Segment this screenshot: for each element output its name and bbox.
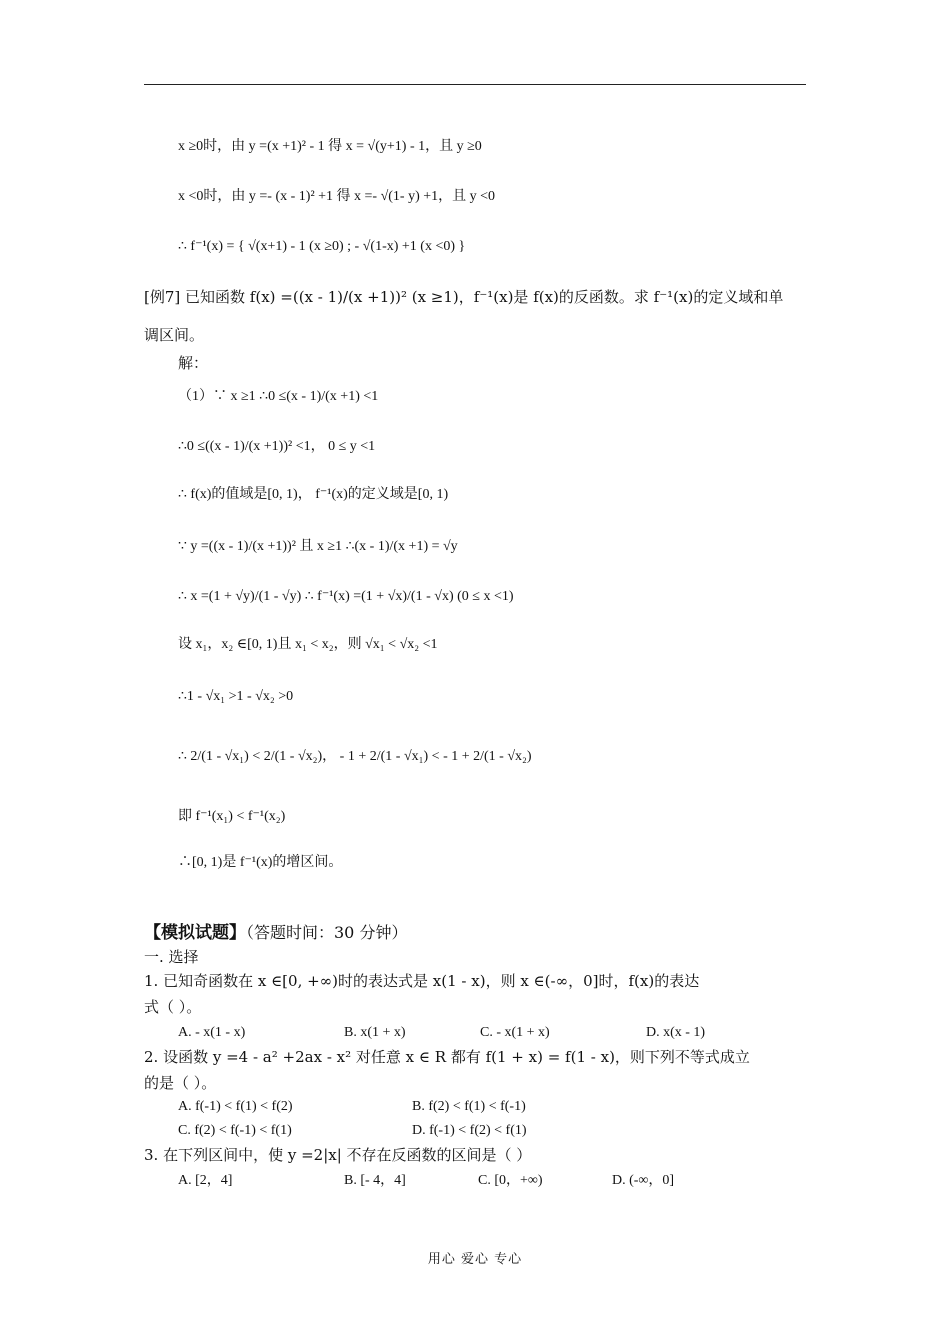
part-label: 一. 选择 xyxy=(144,948,199,966)
question-3-option-c: C. [0，+∞) xyxy=(478,1173,543,1188)
question-3-stem: 3. 在下列区间中，使 y =2|x| 不存在反函数的区间是（ ） xyxy=(144,1146,532,1164)
solution-label: 解： xyxy=(178,354,209,372)
question-1-stem-cont: 式（ ）。 xyxy=(144,998,202,1016)
section-title: 【模拟试题】 xyxy=(144,923,246,943)
question-1-option-c: C. - x(1 + x) xyxy=(480,1025,550,1040)
question-1-options xyxy=(178,1022,705,1044)
question-1-option-d: D. x(x - 1) xyxy=(646,1025,706,1040)
derivation-line-1: x ≥0时，由 y =(x +1)² - 1 得 x = √(y+1) - 1，且 y ≥0 xyxy=(178,139,482,154)
question-3-options xyxy=(178,1170,674,1192)
solution-step-6: 设 x₁，x₂ ∈[0, 1)且 x₁ < x₂，则 √x₁ < √x₂ <1 xyxy=(178,637,438,652)
question-2-options-row-2 xyxy=(178,1120,527,1142)
question-2-stem-cont: 的是（ ）。 xyxy=(144,1074,217,1092)
solution-step-8: ∴ 2/(1 - √x₁) < 2/(1 - √x₂)， - 1 + 2/(1 - √x₁) < - 1 + 2/(1 - √x₂) xyxy=(178,749,532,764)
solution-step-1: （1）∵ x ≥1 ∴0 ≤(x - 1)/(x +1) <1 xyxy=(178,389,379,404)
example-7-stem: [例7] 已知函数 f(x) =((x - 1)/(x +1))² (x ≥1)，f⁻¹(x)是 f(x)的反函数。求 f⁻¹(x)的定义域和单 xyxy=(144,288,784,306)
question-2-option-d: D. f(-1) < f(2) < f(1) xyxy=(412,1123,527,1138)
solution-step-5: ∴ x =(1 + √y)/(1 - √y) ∴ f⁻¹(x) =(1 + √x)/(1 - √x) (0 ≤ x <1) xyxy=(178,589,514,604)
question-3-option-b: B. [- 4，4] xyxy=(344,1173,406,1188)
question-2-stem: 2. 设函数 y =4 - a² +2ax - x² 对任意 x ∈ R 都有 f(1 + x) = f(1 - x)，则下列不等式成立 xyxy=(144,1048,750,1066)
header-rule xyxy=(144,84,806,85)
question-3-option-a: A. [2，4] xyxy=(178,1173,233,1188)
solution-step-9: 即 f⁻¹(x₁) < f⁻¹(x₂) xyxy=(178,809,286,824)
solution-step-7: ∴1 - √x₁ >1 - √x₂ >0 xyxy=(178,689,294,704)
solution-step-2: ∴0 ≤((x - 1)/(x +1))² <1， 0 ≤ y <1 xyxy=(178,439,376,454)
section-subtitle: （答题时间：30 分钟） xyxy=(246,923,408,942)
question-3-option-d: D. (-∞，0] xyxy=(612,1173,675,1188)
solution-step-3: ∴ f(x)的值域是[0, 1)， f⁻¹(x)的定义域是[0, 1) xyxy=(178,487,449,502)
question-2-options-row-1 xyxy=(178,1096,526,1118)
section-heading xyxy=(144,922,407,944)
solution-step-4: ∵ y =((x - 1)/(x +1))² 且 x ≥1 ∴(x - 1)/(x +1) = √y xyxy=(178,539,458,554)
question-1-option-b: B. x(1 + x) xyxy=(344,1025,406,1040)
question-1-option-a: A. - x(1 - x) xyxy=(178,1025,246,1040)
solution-step-10: ∴[0, 1)是 f⁻¹(x)的增区间。 xyxy=(178,855,343,870)
question-2-option-a: A. f(-1) < f(1) < f(2) xyxy=(178,1099,293,1114)
inverse-function-result: ∴ f⁻¹(x) = { √(x+1) - 1 (x ≥0) ; - √(1-x) +1 (x <0) } xyxy=(178,239,466,254)
page-footer: 用心 爱心 专心 xyxy=(427,1252,523,1267)
question-2-option-b: B. f(2) < f(1) < f(-1) xyxy=(412,1099,526,1114)
question-2-option-c: C. f(2) < f(-1) < f(1) xyxy=(178,1123,292,1138)
example-7-stem-cont: 调区间。 xyxy=(144,326,205,344)
question-1-stem: 1. 已知奇函数在 x ∈[0, +∞)时的表达式是 x(1 - x)，则 x ∈(-∞，0]时，f(x)的表达 xyxy=(144,972,700,990)
derivation-line-2: x <0时，由 y =- (x - 1)² +1 得 x =- √(1- y) +1，且 y <0 xyxy=(178,189,496,204)
